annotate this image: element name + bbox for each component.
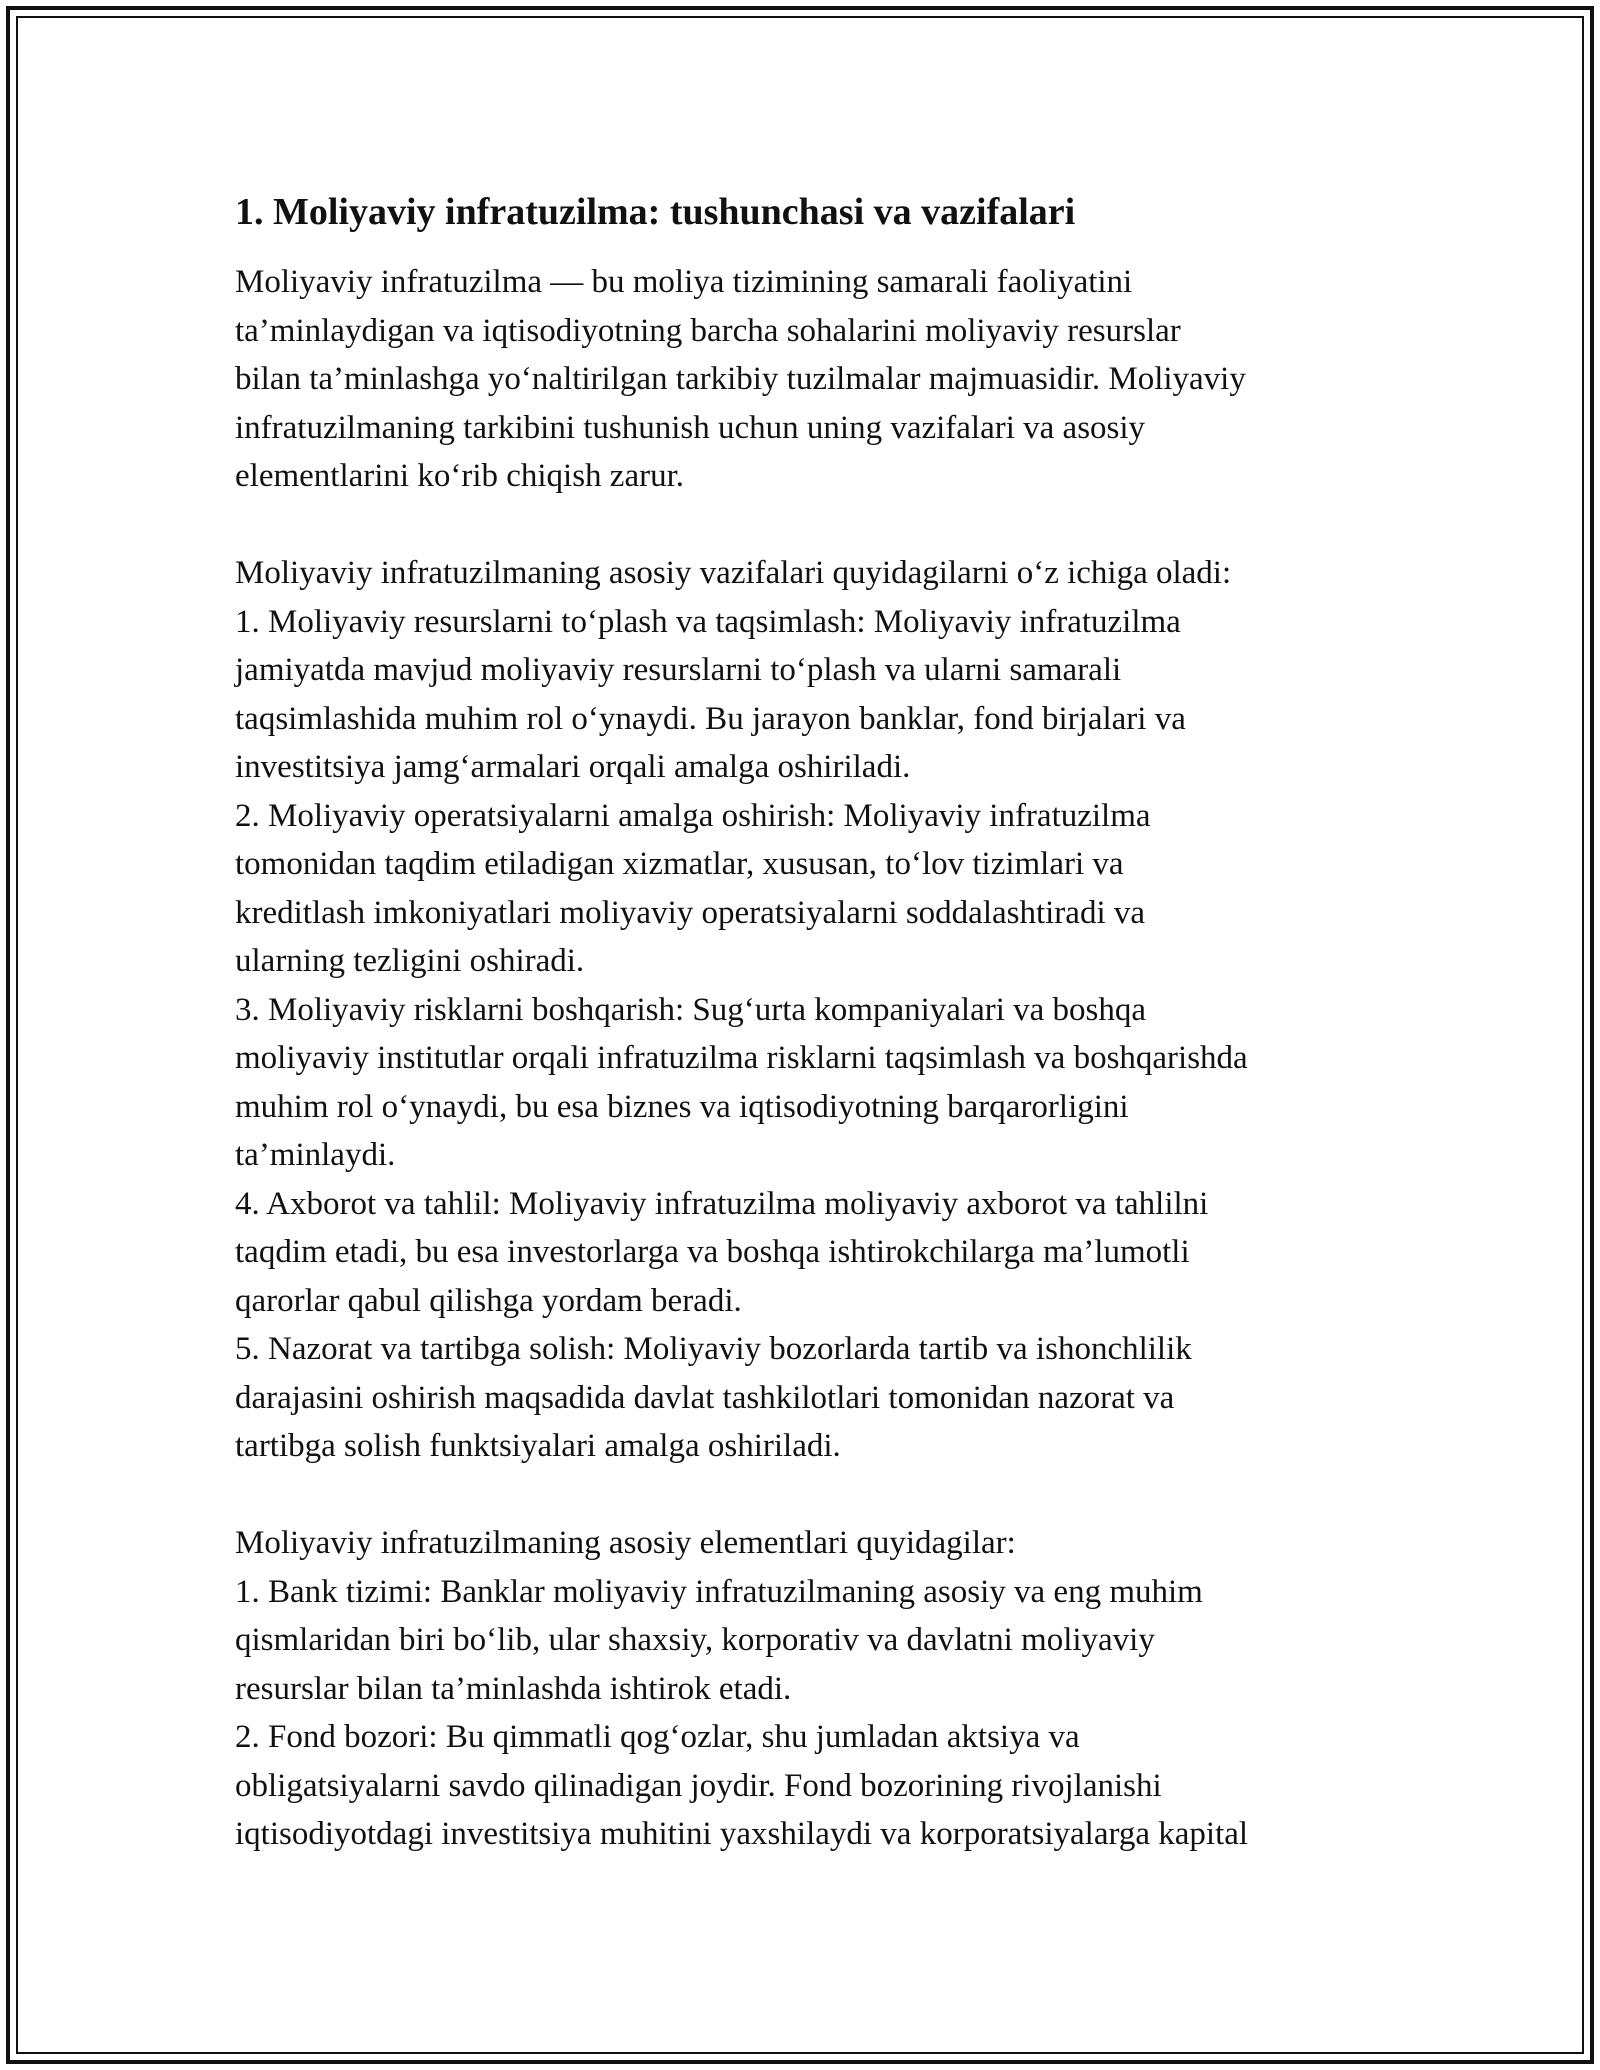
text-line: taqdim etadi, bu esa investorlarga va boshqa ishtirokchilarga ma’lumotli [235,1234,1190,1270]
text-line: qarorlar qabul qilishga yordam beradi. [235,1282,742,1319]
paragraph-gap [235,501,1395,550]
text-line: ularning tezligini oshiradi. [235,943,585,979]
text-line: tartibga solish funktsiyalari amalga oshiriladi. [235,1428,841,1464]
text-line: infratuzilmaning tarkibini tushunish uchun uning vazifalari va asosiy [235,409,1146,446]
text-line: ta’minlaydi. [235,1137,396,1173]
function-item-3 [235,986,1395,1180]
element-item-1 [235,1568,1395,1714]
text-line: qismlaridan biri bo‘lib, ular shaxsiy, korporativ va davlatni moliyaviy [235,1622,1155,1658]
paragraph-gap [235,1471,1395,1520]
text-line: jamiyatda mavjud moliyaviy resurslarni to‘plash va ularni samarali [235,652,1122,688]
element-item-2 [235,1713,1395,1859]
text-line: iqtisodiyotdagi investitsiya muhitini yaxshilaydi va korporatsiyalarga kapital [235,1816,1249,1852]
document-body [235,188,1395,1859]
text-line: muhim rol o‘ynaydi, bu esa biznes va iqtisodiyotning barqarorligini [235,1088,1129,1125]
text-line: investitsiya jamg‘armalari orqali amalga oshiriladi. [235,749,911,785]
function-item-2 [235,792,1395,986]
text-line: kreditlash imkoniyatlari moliyaviy operatsiyalarni soddalashtiradi va [235,894,1146,931]
text-line: moliyaviy institutlar orqali infratuzilma risklarni taqsimlash va boshqarishda [235,1040,1248,1076]
function-item-4 [235,1180,1395,1326]
text-line: tomonidan taqdim etiladigan xizmatlar, xususan, to‘lov tizimlari va [235,846,1124,882]
text-line: elementlarini ko‘rib chiqish zarur. [235,458,685,494]
text-line: obligatsiyalarni savdo qilinadigan joydir. Fond bozorining rivojlanishi [235,1767,1162,1804]
text-line: 1. Bank tizimi: Banklar moliyaviy infratuzilmaning asosiy va eng muhim [235,1573,1203,1610]
text-line: 5. Nazorat va tartibga solish: Moliyaviy bozorlarda tartib va ishonchlilik [235,1331,1192,1367]
text-line: resurslar bilan ta’minlashda ishtirok etadi. [235,1670,792,1707]
functions-intro: Moliyaviy infratuzilmaning asosiy vazifalari quyidagilarni o‘z ichiga oladi: [235,555,1232,591]
function-item-1 [235,598,1395,792]
text-line: ta’minlaydigan va iqtisodiyotning barcha sohalarini moliyaviy resurslar [235,312,1181,349]
intro-paragraph [235,258,1395,501]
text-line: taqsimlashida muhim rol o‘ynaydi. Bu jarayon banklar, fond birjalari va [235,700,1186,737]
functions-section [235,549,1395,1471]
text-line: 2. Moliyaviy operatsiyalarni amalga oshirish: Moliyaviy infratuzilma [235,797,1151,834]
text-line: bilan ta’minlashga yo‘naltirilgan tarkibiy tuzilmalar majmuasidir. Moliyaviy [235,361,1246,397]
text-line: Moliyaviy infratuzilma — bu moliya tizimining samarali faoliyatini [235,264,1133,300]
text-line: 4. Axborot va tahlil: Moliyaviy infratuzilma moliyaviy axborot va tahlilni [235,1185,1209,1222]
elements-section [235,1519,1395,1859]
section-heading: 1. Moliyaviy infratuzilma: tushunchasi va vazifalari [235,191,1076,233]
text-line: 2. Fond bozori: Bu qimmatli qog‘ozlar, shu jumladan aktsiya va [235,1719,1080,1755]
text-line: darajasini oshirish maqsadida davlat tashkilotlari tomonidan nazorat va [235,1379,1175,1416]
elements-intro: Moliyaviy infratuzilmaning asosiy elementlari quyidagilar: [235,1525,1016,1561]
function-item-5 [235,1325,1395,1471]
text-line: 1. Moliyaviy resurslarni to‘plash va taqsimlash: Moliyaviy infratuzilma [235,603,1181,640]
text-line: 3. Moliyaviy risklarni boshqarish: Sug‘urta kompaniyalari va boshqa [235,991,1147,1028]
